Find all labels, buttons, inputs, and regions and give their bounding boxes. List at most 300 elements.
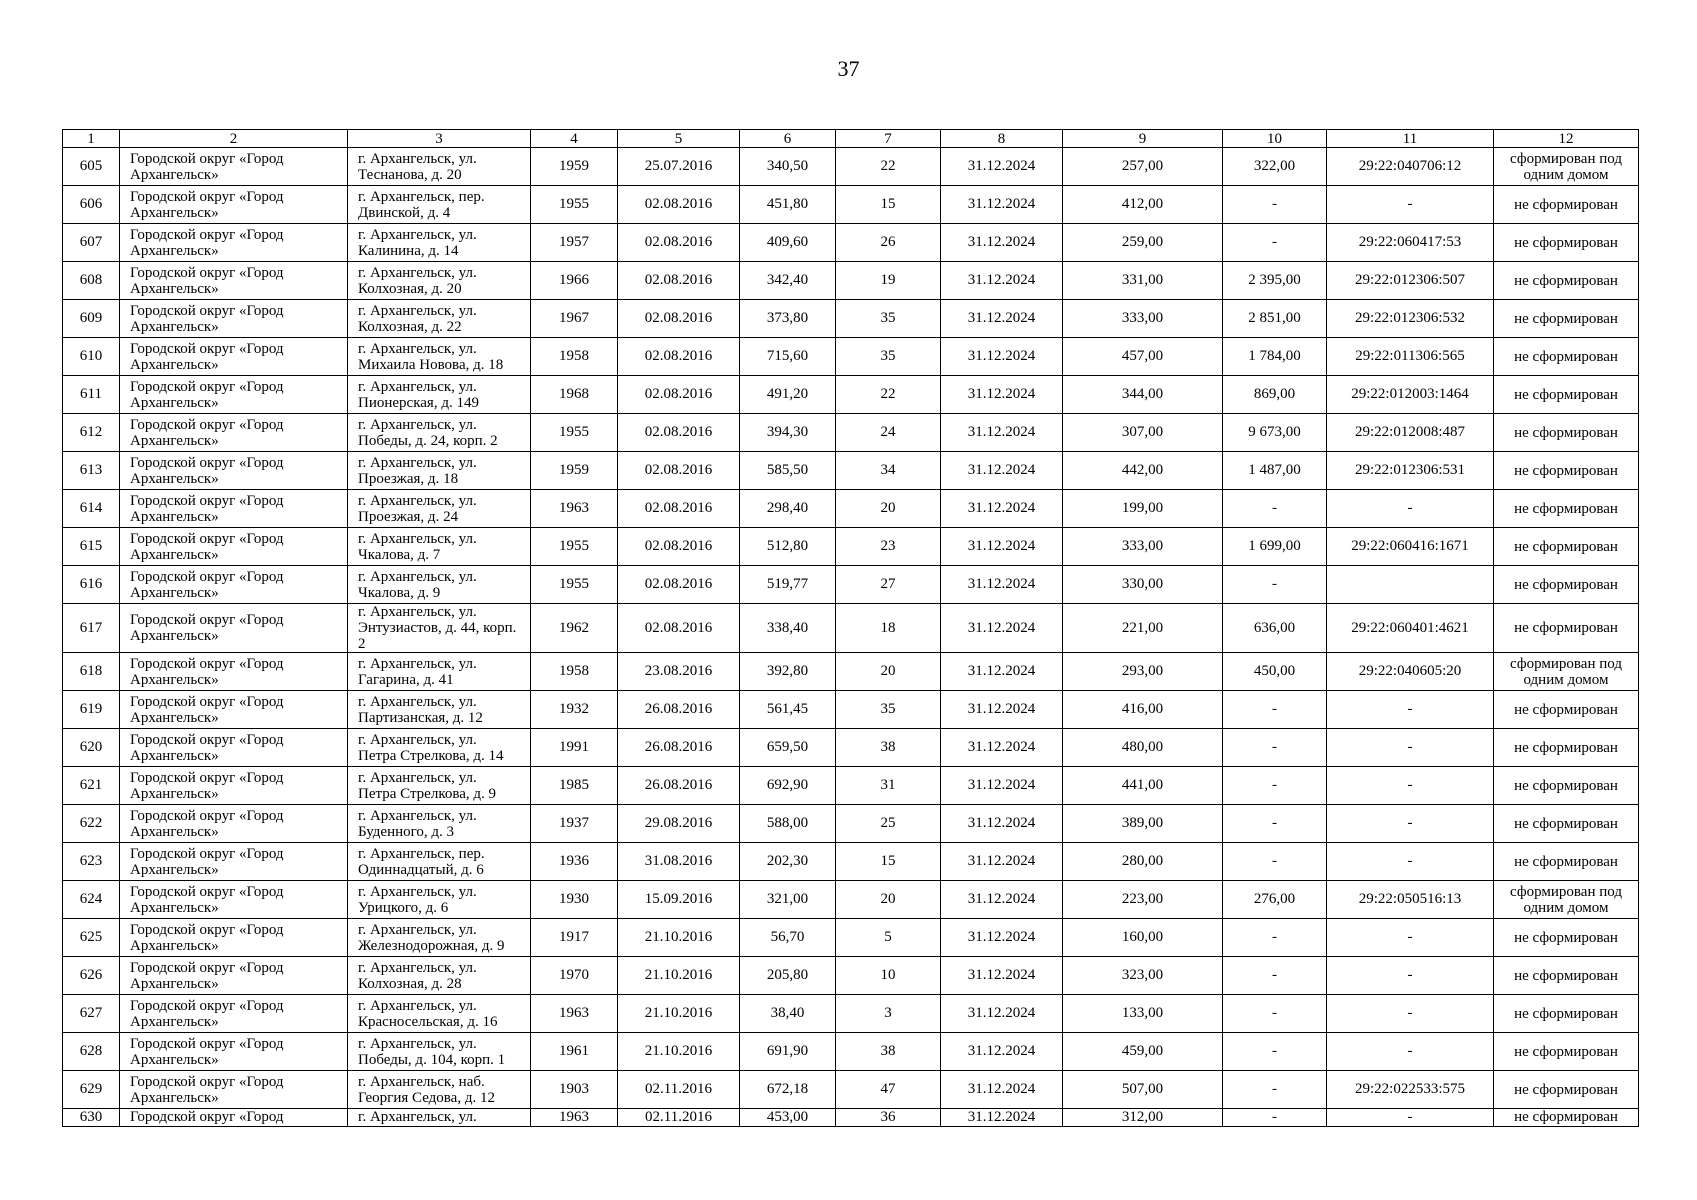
- cell-line: не сформирован: [1514, 500, 1618, 517]
- cell-cadastral-number: -: [1327, 767, 1494, 805]
- cell-owner: [120, 262, 348, 300]
- cell-line: Архангельск»: [130, 975, 219, 992]
- cell-land-area: -: [1223, 729, 1327, 767]
- cell-number: 628: [63, 1033, 120, 1071]
- cell-residents: 31: [836, 767, 941, 805]
- cell-line: Пионерская, д. 149: [358, 394, 479, 411]
- cell-value: 257,00: [1063, 148, 1223, 186]
- cell-value: 199,00: [1063, 490, 1223, 528]
- cell-cadastral-number: [1327, 566, 1494, 604]
- cell-value: 307,00: [1063, 414, 1223, 452]
- cell-number: 623: [63, 843, 120, 881]
- cell-status: [1494, 300, 1639, 338]
- cell-value: 223,00: [1063, 881, 1223, 919]
- cell-line: не сформирован: [1514, 967, 1618, 984]
- cell-year: 1958: [531, 338, 618, 376]
- cell-line: Архангельск»: [130, 470, 219, 487]
- cell-number: 607: [63, 224, 120, 262]
- cell-line: не сформирован: [1514, 620, 1618, 636]
- cell-status: [1494, 528, 1639, 566]
- cell-value: 331,00: [1063, 262, 1223, 300]
- cell-residents: 20: [836, 881, 941, 919]
- cell-cadastral-number: -: [1327, 1033, 1494, 1071]
- cell-line: Михаила Новова, д. 18: [358, 356, 504, 373]
- cell-address: [348, 881, 531, 919]
- cell-deadline: 31.12.2024: [941, 1109, 1063, 1127]
- cell-line: Одиннадцатый, д. 6: [358, 861, 484, 878]
- cell-area: 588,00: [740, 805, 836, 843]
- cell-line: не сформирован: [1514, 853, 1618, 870]
- cell-land-area: 1 784,00: [1223, 338, 1327, 376]
- cell-line: Архангельск»: [130, 242, 219, 259]
- cell-value: 259,00: [1063, 224, 1223, 262]
- cell-area: 340,50: [740, 148, 836, 186]
- cell-value: 330,00: [1063, 566, 1223, 604]
- cell-line: Городской округ «Город: [130, 845, 284, 862]
- table-row: [63, 843, 1639, 881]
- cell-line: не сформирован: [1514, 576, 1618, 593]
- cell-land-area: -: [1223, 566, 1327, 604]
- table-row: [63, 919, 1639, 957]
- cell-line: Победы, д. 24, корп. 2: [358, 432, 498, 449]
- cell-line: одним домом: [1523, 899, 1609, 916]
- column-header: 10: [1223, 130, 1327, 148]
- cell-land-area: 9 673,00: [1223, 414, 1327, 452]
- cell-line: г. Архангельск, ул.: [358, 492, 477, 509]
- cell-owner: [120, 338, 348, 376]
- cell-year: 1955: [531, 414, 618, 452]
- cell-owner: [120, 148, 348, 186]
- cell-address: [348, 957, 531, 995]
- cell-line: Калинина, д. 14: [358, 242, 459, 259]
- table-row: [63, 224, 1639, 262]
- cell-cadastral-number: -: [1327, 919, 1494, 957]
- cell-line: Архангельск»: [130, 356, 219, 373]
- cell-line: Проезжая, д. 24: [358, 508, 459, 525]
- column-header: 9: [1063, 130, 1223, 148]
- cell-line: Архангельск»: [130, 937, 219, 954]
- cell-line: Архангельск»: [130, 823, 219, 840]
- cell-status: [1494, 604, 1639, 653]
- cell-line: не сформирован: [1514, 1043, 1618, 1060]
- cell-deadline: 31.12.2024: [941, 148, 1063, 186]
- table-row-partial: [63, 1109, 1639, 1127]
- cell-line: г. Архангельск, ул.: [358, 921, 477, 938]
- cell-line: г. Архангельск, ул.: [358, 378, 477, 395]
- cell-year: 1963: [531, 1109, 618, 1127]
- cell-owner: [120, 1071, 348, 1109]
- cell-residents: 22: [836, 376, 941, 414]
- cell-line: г. Архангельск, ул.: [358, 150, 477, 167]
- cell-date: 02.08.2016: [618, 376, 740, 414]
- cell-number: 611: [63, 376, 120, 414]
- cell-number: 625: [63, 919, 120, 957]
- cell-cadastral-number: -: [1327, 995, 1494, 1033]
- cell-line: Городской округ «Город: [130, 150, 284, 167]
- cell-number: 622: [63, 805, 120, 843]
- cell-line: одним домом: [1523, 671, 1609, 688]
- cell-year: 1903: [531, 1071, 618, 1109]
- cell-status: [1494, 1033, 1639, 1071]
- cell-status: [1494, 186, 1639, 224]
- cell-line: не сформирован: [1514, 739, 1618, 756]
- cell-line: Городской округ «Город: [130, 454, 284, 471]
- cell-number: 605: [63, 148, 120, 186]
- cell-address: [348, 691, 531, 729]
- cell-value: 441,00: [1063, 767, 1223, 805]
- cell-owner: [120, 604, 348, 653]
- cell-date: 02.11.2016: [618, 1109, 740, 1127]
- cell-year: 1968: [531, 376, 618, 414]
- cell-status: [1494, 691, 1639, 729]
- cell-cadastral-number: -: [1327, 490, 1494, 528]
- cell-date: 02.08.2016: [618, 452, 740, 490]
- cell-owner: [120, 414, 348, 452]
- cell-number: 618: [63, 653, 120, 691]
- cell-year: 1958: [531, 653, 618, 691]
- cell-line: Чкалова, д. 9: [358, 584, 441, 601]
- column-header: 11: [1327, 130, 1494, 148]
- cell-line: Городской округ «Город: [130, 302, 284, 319]
- cell-line: г. Архангельск, ул.: [358, 693, 477, 710]
- cell-value: 160,00: [1063, 919, 1223, 957]
- cell-number: 616: [63, 566, 120, 604]
- cell-date: 15.09.2016: [618, 881, 740, 919]
- table-row: [63, 691, 1639, 729]
- cell-date: 21.10.2016: [618, 919, 740, 957]
- cell-year: 1963: [531, 995, 618, 1033]
- cell-land-area: -: [1223, 805, 1327, 843]
- cell-value: 442,00: [1063, 452, 1223, 490]
- cell-value: 480,00: [1063, 729, 1223, 767]
- cell-line: не сформирован: [1514, 1005, 1618, 1022]
- cell-address: [348, 376, 531, 414]
- cell-owner: [120, 805, 348, 843]
- cell-line: г. Архангельск, ул.: [358, 883, 477, 900]
- cell-date: 26.08.2016: [618, 767, 740, 805]
- cell-deadline: 31.12.2024: [941, 805, 1063, 843]
- cell-line: не сформирован: [1514, 196, 1618, 213]
- cell-date: 02.08.2016: [618, 338, 740, 376]
- cell-line: Архангельск»: [130, 432, 219, 449]
- table-row: [63, 566, 1639, 604]
- cell-number: 617: [63, 604, 120, 653]
- cell-status: [1494, 995, 1639, 1033]
- cell-address: [348, 843, 531, 881]
- cell-deadline: 31.12.2024: [941, 452, 1063, 490]
- cell-year: 1967: [531, 300, 618, 338]
- cell-line: Колхозная, д. 20: [358, 280, 462, 297]
- cell-deadline: 31.12.2024: [941, 528, 1063, 566]
- cell-residents: 25: [836, 805, 941, 843]
- cell-value: 221,00: [1063, 604, 1223, 653]
- cell-line: Городской округ «Город: [130, 769, 284, 786]
- cell-line: Архангельск»: [130, 166, 219, 183]
- cell-residents: 35: [836, 300, 941, 338]
- cell-address: г. Архангельск, ул.: [348, 1109, 531, 1127]
- cell-area: 56,70: [740, 919, 836, 957]
- cell-land-area: 322,00: [1223, 148, 1327, 186]
- cell-date: 02.08.2016: [618, 490, 740, 528]
- cell-address: [348, 186, 531, 224]
- cell-number: 612: [63, 414, 120, 452]
- cell-address: [348, 604, 531, 653]
- cell-line: Буденного, д. 3: [358, 823, 455, 840]
- cell-owner: [120, 919, 348, 957]
- cell-status: [1494, 452, 1639, 490]
- cell-status: [1494, 957, 1639, 995]
- cell-area: 672,18: [740, 1071, 836, 1109]
- cell-value: 459,00: [1063, 1033, 1223, 1071]
- cell-address: [348, 338, 531, 376]
- cell-deadline: 31.12.2024: [941, 843, 1063, 881]
- cell-line: Городской округ «Город: [130, 959, 284, 976]
- cell-area: 394,30: [740, 414, 836, 452]
- cell-residents: 35: [836, 338, 941, 376]
- cell-date: 31.08.2016: [618, 843, 740, 881]
- cell-number: 629: [63, 1071, 120, 1109]
- cell-status: [1494, 767, 1639, 805]
- cell-address: [348, 1071, 531, 1109]
- cell-line: Городской округ «Город: [130, 492, 284, 509]
- cell-line: г. Архангельск, пер.: [358, 845, 485, 862]
- cell-date: 26.08.2016: [618, 691, 740, 729]
- cell-cadastral-number: 29:22:040706:12: [1327, 148, 1494, 186]
- cell-line: Архангельск»: [130, 546, 219, 563]
- cell-line: Архангельск»: [130, 861, 219, 878]
- cell-date: 21.10.2016: [618, 1033, 740, 1071]
- table-row: [63, 957, 1639, 995]
- cell-line: Проезжая, д. 18: [358, 470, 459, 487]
- cell-cadastral-number: -: [1327, 843, 1494, 881]
- cell-line: Двинской, д. 4: [358, 204, 451, 221]
- cell-line: Городской округ «Город: [130, 568, 284, 585]
- cell-line: Городской округ «Город: [130, 883, 284, 900]
- cell-address: [348, 414, 531, 452]
- cell-line: Городской округ «Город: [130, 997, 284, 1014]
- cell-address: [348, 729, 531, 767]
- cell-number: 613: [63, 452, 120, 490]
- cell-cadastral-number: 29:22:012306:531: [1327, 452, 1494, 490]
- cell-land-area: 869,00: [1223, 376, 1327, 414]
- cell-address: [348, 805, 531, 843]
- cell-line: Гагарина, д. 41: [358, 671, 454, 688]
- cell-line: Городской округ «Город: [130, 807, 284, 824]
- cell-area: 298,40: [740, 490, 836, 528]
- cell-line: Городской округ «Город: [130, 264, 284, 281]
- cell-deadline: 31.12.2024: [941, 995, 1063, 1033]
- cell-value: 412,00: [1063, 186, 1223, 224]
- cell-owner: [120, 1033, 348, 1071]
- cell-cadastral-number: 29:22:011306:565: [1327, 338, 1494, 376]
- cell-cadastral-number: 29:22:012008:487: [1327, 414, 1494, 452]
- cell-line: г. Архангельск, ул.: [358, 997, 477, 1014]
- cell-cadastral-number: -: [1327, 805, 1494, 843]
- cell-line: г. Архангельск, ул.: [358, 604, 477, 620]
- cell-cadastral-number: -: [1327, 186, 1494, 224]
- cell-residents: 36: [836, 1109, 941, 1127]
- cell-date: 02.11.2016: [618, 1071, 740, 1109]
- cell-area: 715,60: [740, 338, 836, 376]
- cell-owner: [120, 691, 348, 729]
- cell-residents: 15: [836, 186, 941, 224]
- cell-cadastral-number: 29:22:060416:1671: [1327, 528, 1494, 566]
- cell-year: 1955: [531, 566, 618, 604]
- cell-line: не сформирован: [1514, 538, 1618, 555]
- cell-deadline: 31.12.2024: [941, 338, 1063, 376]
- cell-status: [1494, 843, 1639, 881]
- cell-year: 1959: [531, 452, 618, 490]
- column-header: 6: [740, 130, 836, 148]
- cell-deadline: 31.12.2024: [941, 566, 1063, 604]
- cell-residents: 5: [836, 919, 941, 957]
- cell-residents: 3: [836, 995, 941, 1033]
- cell-line: Городской округ «Город: [130, 340, 284, 357]
- cell-line: не сформирован: [1514, 386, 1618, 403]
- cell-year: 1932: [531, 691, 618, 729]
- cell-line: Городской округ «Город: [130, 226, 284, 243]
- cell-address: [348, 995, 531, 1033]
- table-row: [63, 414, 1639, 452]
- cell-area: 585,50: [740, 452, 836, 490]
- cell-status: [1494, 414, 1639, 452]
- cell-owner: [120, 224, 348, 262]
- table-row: [63, 653, 1639, 691]
- cell-land-area: 636,00: [1223, 604, 1327, 653]
- table-row: [63, 490, 1639, 528]
- cell-year: 1961: [531, 1033, 618, 1071]
- cell-land-area: 2 851,00: [1223, 300, 1327, 338]
- cell-deadline: 31.12.2024: [941, 1071, 1063, 1109]
- cell-year: 1930: [531, 881, 618, 919]
- cell-line: Железнодорожная, д. 9: [358, 937, 505, 954]
- cell-line: г. Архангельск, ул.: [358, 264, 477, 281]
- cell-owner: [120, 528, 348, 566]
- cell-status: [1494, 566, 1639, 604]
- cell-cadastral-number: -: [1327, 691, 1494, 729]
- cell-land-area: -: [1223, 224, 1327, 262]
- cell-year: 1955: [531, 186, 618, 224]
- cell-line: Архангельск»: [130, 1089, 219, 1106]
- cell-line: Городской округ «Город: [130, 693, 284, 710]
- cell-line: не сформирован: [1514, 1081, 1618, 1098]
- cell-status: [1494, 262, 1639, 300]
- cell-area: 373,80: [740, 300, 836, 338]
- cell-date: 02.08.2016: [618, 186, 740, 224]
- cell-number: 619: [63, 691, 120, 729]
- cell-date: 02.08.2016: [618, 566, 740, 604]
- cell-line: Городской округ «Город: [130, 1035, 284, 1052]
- cell-cadastral-number: 29:22:022533:575: [1327, 1071, 1494, 1109]
- cell-date: 02.08.2016: [618, 262, 740, 300]
- cell-residents: 23: [836, 528, 941, 566]
- cell-residents: 10: [836, 957, 941, 995]
- cell-status: [1494, 148, 1639, 186]
- cell-value: 323,00: [1063, 957, 1223, 995]
- cell-value: 312,00: [1063, 1109, 1223, 1127]
- cell-line: Красносельская, д. 16: [358, 1013, 498, 1030]
- cell-status: [1494, 729, 1639, 767]
- cell-area: 321,00: [740, 881, 836, 919]
- cell-line: Архангельск»: [130, 508, 219, 525]
- cell-area: 205,80: [740, 957, 836, 995]
- cell-year: 1985: [531, 767, 618, 805]
- cell-owner: [120, 995, 348, 1033]
- cell-year: 1962: [531, 604, 618, 653]
- cell-line: не сформирован: [1514, 701, 1618, 718]
- cell-line: г. Архангельск, ул.: [358, 655, 477, 672]
- cell-status: [1494, 1071, 1639, 1109]
- cell-residents: 47: [836, 1071, 941, 1109]
- cell-residents: 27: [836, 566, 941, 604]
- cell-line: не сформирован: [1514, 348, 1618, 365]
- cell-residents: 19: [836, 262, 941, 300]
- cell-land-area: 450,00: [1223, 653, 1327, 691]
- cell-line: Чкалова, д. 7: [358, 546, 441, 563]
- cell-residents: 20: [836, 653, 941, 691]
- cell-date: 23.08.2016: [618, 653, 740, 691]
- cell-line: Городской округ «Город: [130, 188, 284, 205]
- cell-status: [1494, 919, 1639, 957]
- cell-number: 610: [63, 338, 120, 376]
- cell-residents: 35: [836, 691, 941, 729]
- cell-date: 02.08.2016: [618, 528, 740, 566]
- table-row: [63, 300, 1639, 338]
- cell-line: г. Архангельск, ул.: [358, 769, 477, 786]
- cell-land-area: -: [1223, 1109, 1327, 1127]
- cell-line: г. Архангельск, наб.: [358, 1073, 485, 1090]
- cell-value: 389,00: [1063, 805, 1223, 843]
- cell-area: 519,77: [740, 566, 836, 604]
- cell-owner: [120, 186, 348, 224]
- cell-address: [348, 490, 531, 528]
- table-row: [63, 805, 1639, 843]
- cell-line: Архангельск»: [130, 628, 219, 644]
- cell-deadline: 31.12.2024: [941, 957, 1063, 995]
- cell-cadastral-number: 29:22:060417:53: [1327, 224, 1494, 262]
- cell-land-area: -: [1223, 1071, 1327, 1109]
- cell-line: одним домом: [1523, 166, 1609, 183]
- table-row: [63, 729, 1639, 767]
- cell-address: [348, 148, 531, 186]
- cell-owner: Городской округ «Город: [120, 1109, 348, 1127]
- cell-number: 626: [63, 957, 120, 995]
- cell-owner: [120, 767, 348, 805]
- cell-date: 02.08.2016: [618, 224, 740, 262]
- cell-status: [1494, 490, 1639, 528]
- cell-line: Архангельск»: [130, 899, 219, 916]
- cell-address: [348, 653, 531, 691]
- cell-date: 25.07.2016: [618, 148, 740, 186]
- cell-value: 133,00: [1063, 995, 1223, 1033]
- cell-line: не сформирован: [1514, 815, 1618, 832]
- cell-value: 507,00: [1063, 1071, 1223, 1109]
- cell-deadline: 31.12.2024: [941, 919, 1063, 957]
- cell-line: Архангельск»: [130, 1013, 219, 1030]
- cell-line: Партизанская, д. 12: [358, 709, 483, 726]
- cell-cadastral-number: 29:22:050516:13: [1327, 881, 1494, 919]
- cell-deadline: 31.12.2024: [941, 1033, 1063, 1071]
- cell-line: Урицкого, д. 6: [358, 899, 449, 916]
- table-row: [63, 604, 1639, 653]
- cell-number: 624: [63, 881, 120, 919]
- cell-line: Колхозная, д. 22: [358, 318, 462, 335]
- cell-cadastral-number: 29:22:012306:532: [1327, 300, 1494, 338]
- cell-value: 416,00: [1063, 691, 1223, 729]
- table-row: [63, 376, 1639, 414]
- cell-line: Городской округ «Город: [130, 731, 284, 748]
- cell-address: [348, 452, 531, 490]
